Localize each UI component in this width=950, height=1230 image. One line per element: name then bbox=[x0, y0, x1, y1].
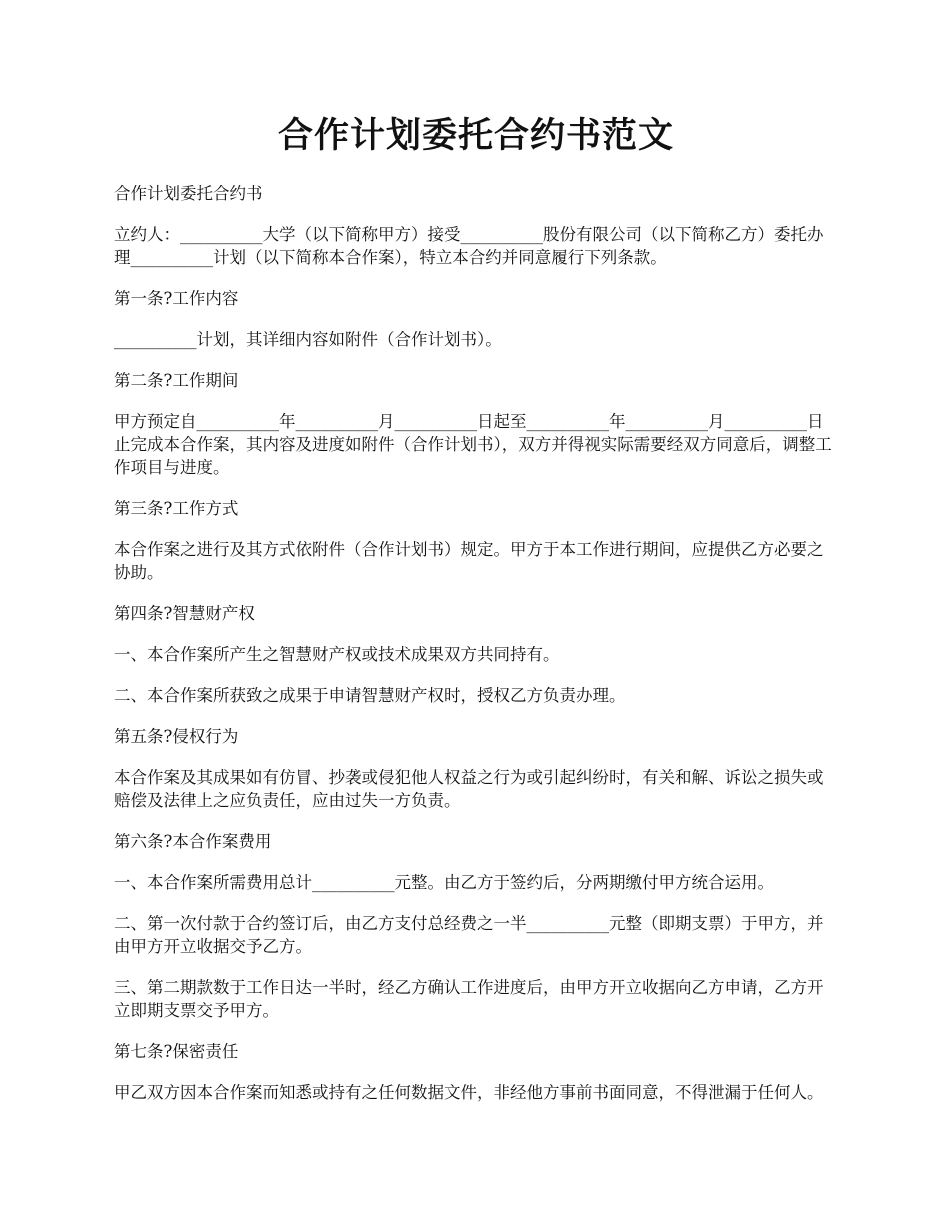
article-2-body: 甲方预定自__________年__________月__________日起至__________年__________月__________日止完成本合作案，其内容及进度如附件（合作计划书），双方并得视实际需要经双方同意后，调整工作项目与进度。 bbox=[114, 412, 832, 477]
article-4-clause-1: 一、本合作案所产生之智慧财产权或技术成果双方共同持有。 bbox=[114, 645, 560, 664]
article-6-heading: 第六条?本合作案费用 bbox=[114, 832, 272, 851]
article-3-heading: 第三条?工作方式 bbox=[114, 499, 239, 518]
article-6-clause-2: 二、第一次付款于合约签订后，由乙方支付总经费之一半__________元整（即期支票）于甲方，并由甲方开立收据交予乙方。 bbox=[114, 914, 824, 956]
article-6-clause-1: 一、本合作案所需费用总计__________元整。由乙方于签约后，分两期缴付甲方统合运用。 bbox=[114, 873, 774, 892]
article-1-heading: 第一条?工作内容 bbox=[114, 289, 239, 308]
article-6-clause-3: 三、第二期款数于工作日达一半时，经乙方确认工作进度后，由甲方开立收据向乙方申请，乙方开立即期支票交予甲方。 bbox=[114, 978, 824, 1020]
contract-heading: 合作计划委托合约书 bbox=[114, 184, 263, 203]
article-5-body: 本合作案及其成果如有仿冒、抄袭或侵犯他人权益之行为或引起纠纷时，有关和解、诉讼之损失或赔偿及法律上之应负责任，应由过失一方负责。 bbox=[114, 768, 824, 810]
document-title: 合作计划委托合约书范文 bbox=[277, 115, 674, 156]
article-7-heading: 第七条?保密责任 bbox=[114, 1042, 239, 1061]
article-2-heading: 第二条?工作期间 bbox=[114, 371, 239, 390]
preamble-paragraph: 立约人：__________大学（以下简称甲方）接受__________股份有限公司（以下简称乙方）委托办理__________计划（以下简称本合作案），特立本合约并同意履行下列条款。 bbox=[114, 225, 824, 267]
article-7-body: 甲乙双方因本合作案而知悉或持有之任何数据文件，非经他方事前书面同意，不得泄漏于任何人。 bbox=[114, 1083, 824, 1102]
article-3-body: 本合作案之进行及其方式依附件（合作计划书）规定。甲方于本工作进行期间，应提供乙方必要之协助。 bbox=[114, 540, 824, 582]
article-4-clause-2: 二、本合作案所获致之成果于申请智慧财产权时，授权乙方负责办理。 bbox=[114, 686, 626, 705]
article-1-body: __________计划，其详细内容如附件（合作计划书）。 bbox=[114, 330, 502, 349]
article-4-heading: 第四条?智慧财产权 bbox=[114, 604, 255, 623]
article-5-heading: 第五条?侵权行为 bbox=[114, 727, 239, 746]
